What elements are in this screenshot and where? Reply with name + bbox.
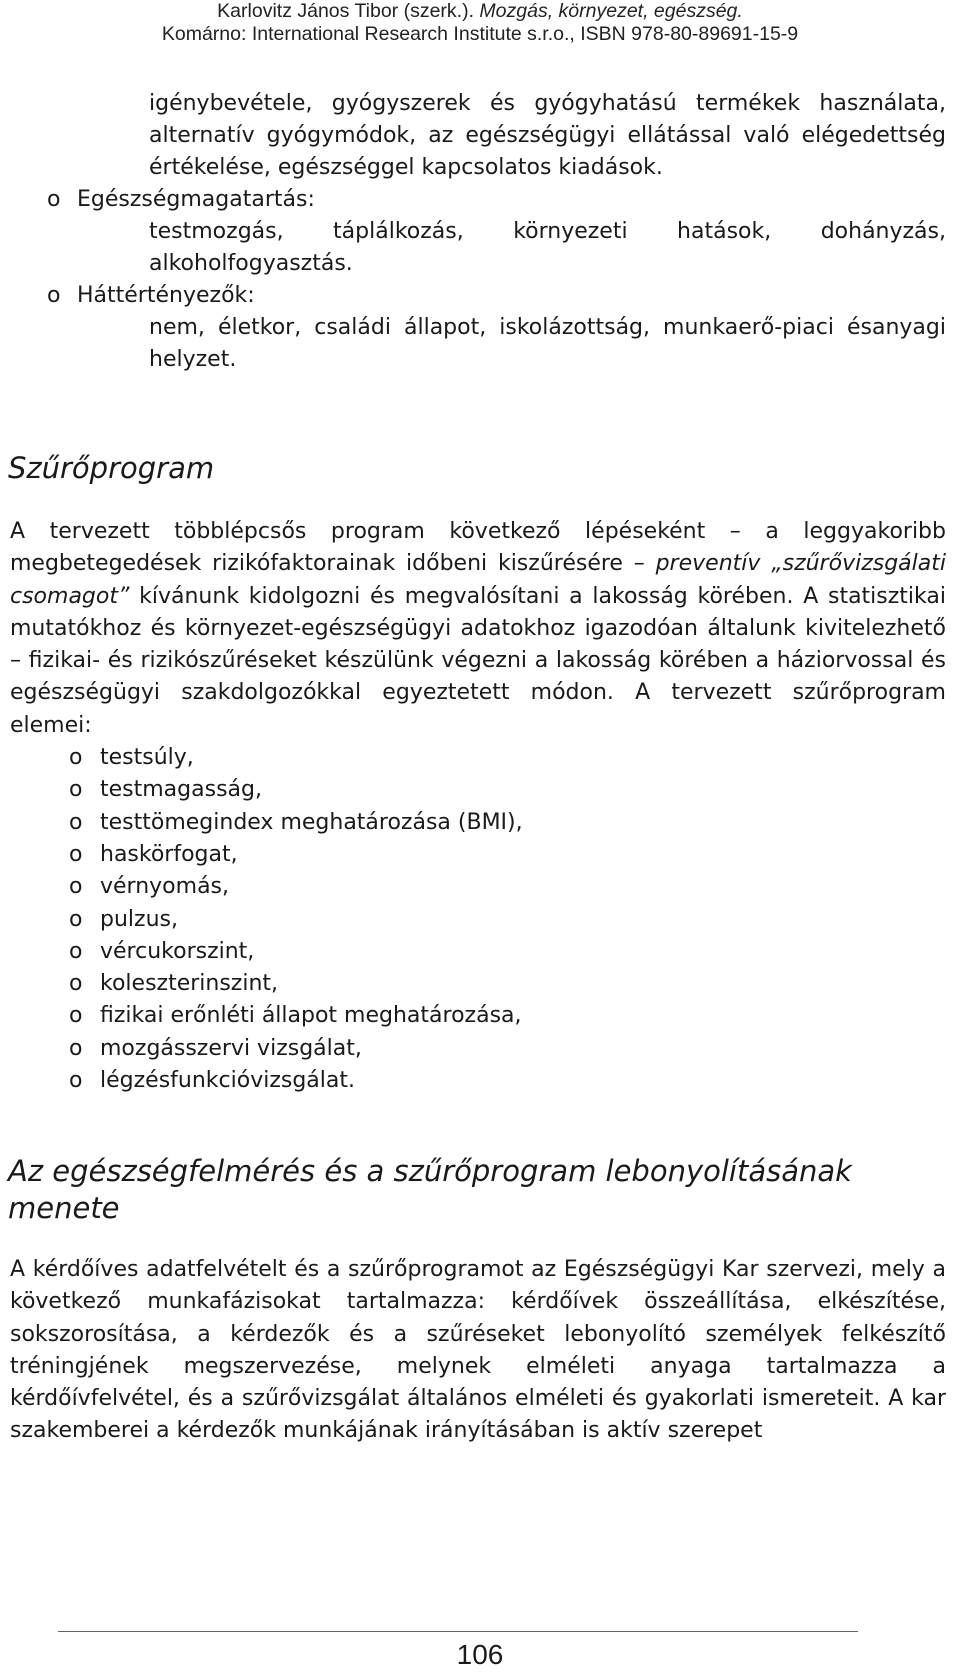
section-heading-lebonyolitas: Az egészségfelmérés és a szűrőprogram lebonyolításának menete xyxy=(8,1154,852,1225)
section2-body xyxy=(10,1254,946,1448)
list-mark: o xyxy=(69,971,83,997)
bullet-mark: o xyxy=(47,283,61,308)
list-item-text: testsúly, xyxy=(100,745,194,771)
section-heading-szuroprogram: Szűrőprogram xyxy=(8,451,215,485)
list-item xyxy=(10,742,946,774)
bullet-mark: o xyxy=(47,187,61,212)
list-item xyxy=(10,904,946,936)
list-item xyxy=(10,1033,946,1065)
citation-line-2: Komárno: International Research Institute s.r.o., ISBN 978-80-89691-15-9 xyxy=(161,23,799,45)
list-mark: o xyxy=(69,1035,83,1061)
list-item xyxy=(10,774,946,806)
paragraph-start: A tervezett többlépcsős program következő lépéseként – a leggyakoribb megbetegedések rizikófaktorainak időbeni kiszűrésére – xyxy=(10,519,946,577)
list-item-text: testmagasság, xyxy=(100,777,262,803)
list-mark: o xyxy=(69,1003,83,1029)
list-mark: o xyxy=(69,906,83,932)
list-item xyxy=(10,1000,946,1032)
list-item-text: légzésfunkcióvizsgálat. xyxy=(100,1068,355,1094)
section1-paragraph xyxy=(10,516,946,742)
paragraph-end: kívánunk kidolgozni és megvalósítani a lakosság körében. A statisztikai mutatókhoz és környezet-egészségügyi adatokhoz igazodóan általunk kivitelezhető – fizikai- és rizikószűréseket készülünk végezni a lakosság körében a háziorvossal és egészségügyi szakdolgozókkal egyeztetett módon. A tervezett szűrőprogram elemei: xyxy=(10,583,946,738)
bullet-egeszsegmagatartas xyxy=(10,184,946,216)
list-mark: o xyxy=(69,874,83,900)
list-item-text: vércukorszint, xyxy=(100,938,255,964)
continued-paragraph: igénybevétele, gyógyszerek és gyógyhatású termékek használata, alternatív gyógymódok, az egészségügyi ellátással való elégedettség értékelése, egészséggel kapcsolatos kiadások. xyxy=(149,91,946,180)
bullet-title: Egészségmagatartás: xyxy=(77,187,315,212)
list-item-text: pulzus, xyxy=(100,906,178,932)
paragraph-emphasis: preventív „szűrővizsgálati csomagot” xyxy=(10,551,946,609)
bullet-hatterenyezok xyxy=(10,280,946,312)
list-item-text: haskörfogat, xyxy=(100,841,238,867)
top-block xyxy=(10,88,946,376)
list-item-text: mozgásszervi vizsgálat, xyxy=(100,1035,362,1061)
list-item xyxy=(10,1065,946,1097)
bullet-text: testmozgás, táplálkozás, környezeti hatások, dohányzás, alkoholfogyasztás. xyxy=(149,219,946,276)
list-mark: o xyxy=(69,745,83,771)
list-item xyxy=(10,968,946,1000)
page-number: 106 xyxy=(456,1639,504,1670)
list-item xyxy=(10,936,946,968)
list-item-text: testtömegindex meghatározása (BMI), xyxy=(100,809,523,835)
list-item-text: koleszterinszint, xyxy=(100,971,279,997)
list-mark: o xyxy=(69,777,83,803)
section1-body xyxy=(10,516,946,1097)
citation-line-1 xyxy=(0,0,960,23)
list-mark: o xyxy=(69,938,83,964)
bullet-title: Háttértényezők: xyxy=(77,283,255,308)
screening-elements-list xyxy=(10,742,946,1097)
list-item-text: vérnyomás, xyxy=(100,874,230,900)
footer-divider xyxy=(58,1631,858,1632)
list-mark: o xyxy=(69,809,83,835)
list-item xyxy=(10,839,946,871)
citation-authors: Karlovitz János Tibor (szerk.). xyxy=(217,0,480,22)
list-mark: o xyxy=(69,1068,83,1094)
page-header xyxy=(0,0,960,46)
section2-paragraph: A kérdőíves adatfelvételt és a szűrőprogramot az Egészségügyi Kar szervezi, mely a következő munkafázisokat tartalmazza: kérdőívek összeállítása, elkészítése, sokszorosítása, a kérdezők és a szűréseket lebonyolító személyek felkészítő tréningjének megszervezése, melynek elméleti anyaga tartalmazza a kérdőívfelvétel, és a szűrővizsgálat általános elméleti és gyakorlati ismereteit. A kar szakemberei a kérdezők munkájának irányításában is aktív szerepet xyxy=(10,1257,946,1444)
citation-title: Mozgás, környezet, egészség. xyxy=(479,0,743,22)
list-item xyxy=(10,807,946,839)
list-mark: o xyxy=(69,841,83,867)
list-item xyxy=(10,871,946,903)
bullet-text: nem, életkor, családi állapot, iskolázottság, munkaerő-piaci ésanyagi helyzet. xyxy=(149,315,946,372)
list-item-text: fizikai erőnléti állapot meghatározása, xyxy=(100,1003,522,1029)
